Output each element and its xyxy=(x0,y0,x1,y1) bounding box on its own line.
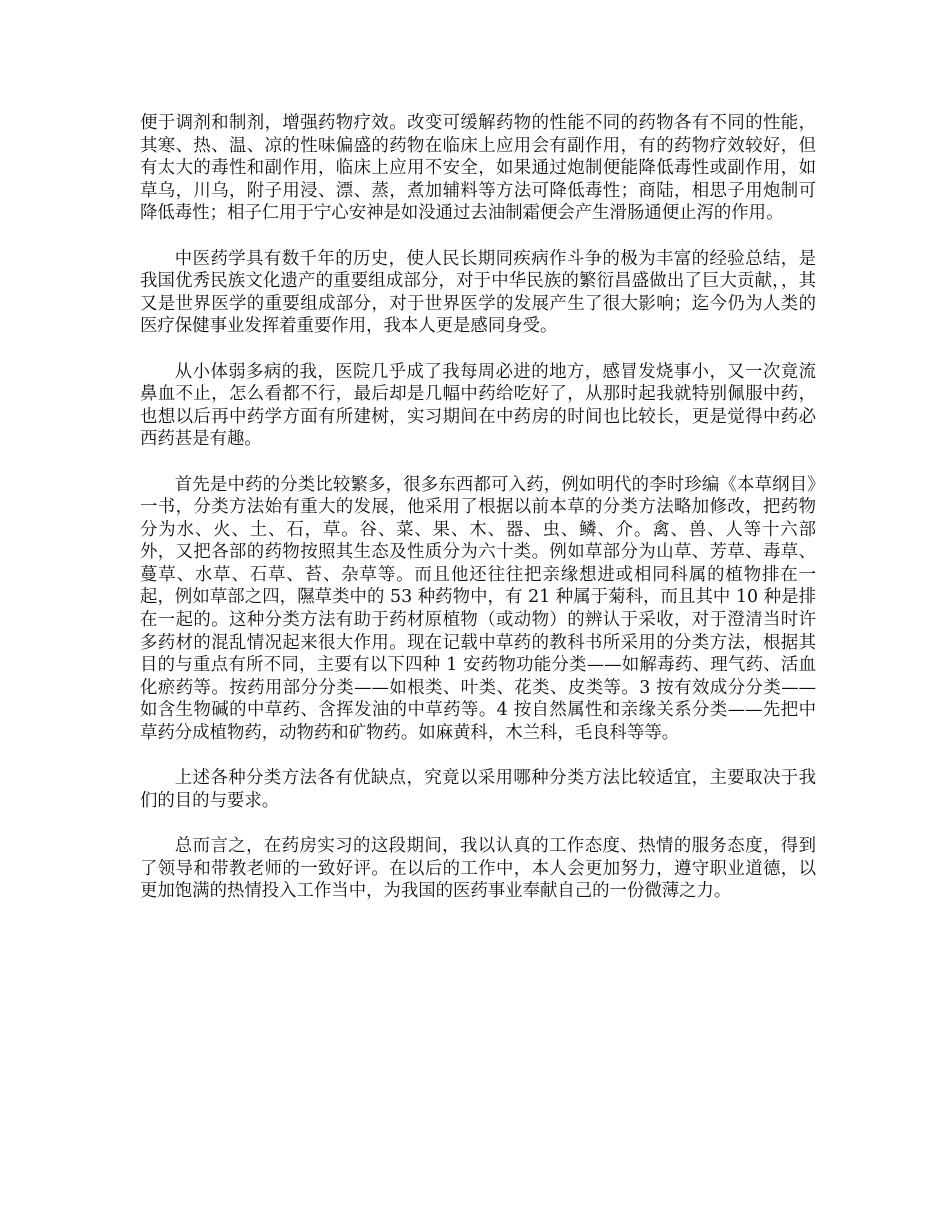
paragraph-1: 便于调剂和制剂，增强药物疗效。改变可缓解药物的性能不同的药物各有不同的性能，其寒、热、温、凉的性味偏盛的药物在临床上应用会有副作用，有的药物疗效较好，但有太大的毒性和副作用，临床上应用不安全，如果通过炮制便能降低毒性或副作用，如草乌，川乌，附子用浸、漂、蒸，煮加辅料等方法可降低毒性；商陆，相思子用炮制可降低毒性；相子仁用于宁心安神是如没通过去油制霜便会产生滑肠通便止泻的作用。 xyxy=(140,113,816,224)
paragraph-6: 总而言之，在药房实习的这段期间，我以认真的工作态度、热情的服务态度，得到了领导和带教老师的一致好评。在以后的工作中，本人会更加努力，遵守职业道德，以更加饱满的热情投入工作当中，为我国的医药事业奉献自己的一份微薄之力。 xyxy=(140,836,816,902)
document-body xyxy=(140,112,816,925)
paragraph-2: 中医药学具有数千年的历史，使人民长期同疾病作斗争的极为丰富的经验总结，是我国优秀民族文化遗产的重要组成部分，对于中华民族的繁衍昌盛做出了巨大贡献，，其又是世界医学的重要组成部分，对于世界医学的发展产生了很大影响；迄今仍为人类的医疗保健事业发挥着重要作用，我本人更是感同身受。 xyxy=(140,248,816,337)
paragraph-3: 从小体弱多病的我，医院几乎成了我每周必进的地方，感冒发烧事小，又一次竟流鼻血不止，怎么看都不行，最后却是几幅中药给吃好了，从那时起我就特别佩服中药，也想以后再中药学方面有所建树，实习期间在中药房的时间也比较长，更是觉得中药必西药甚是有趣。 xyxy=(140,361,816,450)
paragraph-4: 首先是中药的分类比较繁多，很多东西都可入药，例如明代的李时珍编《本草纲目》一书，分类方法始有重大的发展，他采用了根据以前本草的分类方法略加修改，把药物分为水、火、土、石，草。谷、菜、果、木、器、虫、鳞、介。禽、兽、人等十六部外，又把各部的药物按照其生态及性质分为六十类。例如草部分为山草、芳草、毒草、蔓草、水草、石草、苔、杂草等。而且他还往往把亲缘想进或相同科属的植物排在一起，例如草部之四，隰草类中的 53 种药物中，有 21 种属于菊科，而且其中 10 种是排在一起的。这种分类方法有助于药材原植物（或动物）的辨认于采收，对于澄清当时许多药材的混乱情况起来很大作用。现在记载中草药的教科书所采用的分类方法，根据其目的与重点有所不同，主要有以下四种 1 安药物功能分类——如解毒药、理气药、活血化瘀药等。按药用部分分类——如根类、叶类、花类、皮类等。3 按有效成分分类——如含生物碱的中草药、含挥发油的中草药等。4 按自然属性和亲缘关系分类——先把中草药分成植物药，动物药和矿物药。如麻黄科，木兰科，毛良科等等。 xyxy=(140,474,816,744)
paragraph-5: 上述各种分类方法各有优缺点，究竟以采用哪种分类方法比较适宜，主要取决于我们的目的与要求。 xyxy=(140,768,816,811)
